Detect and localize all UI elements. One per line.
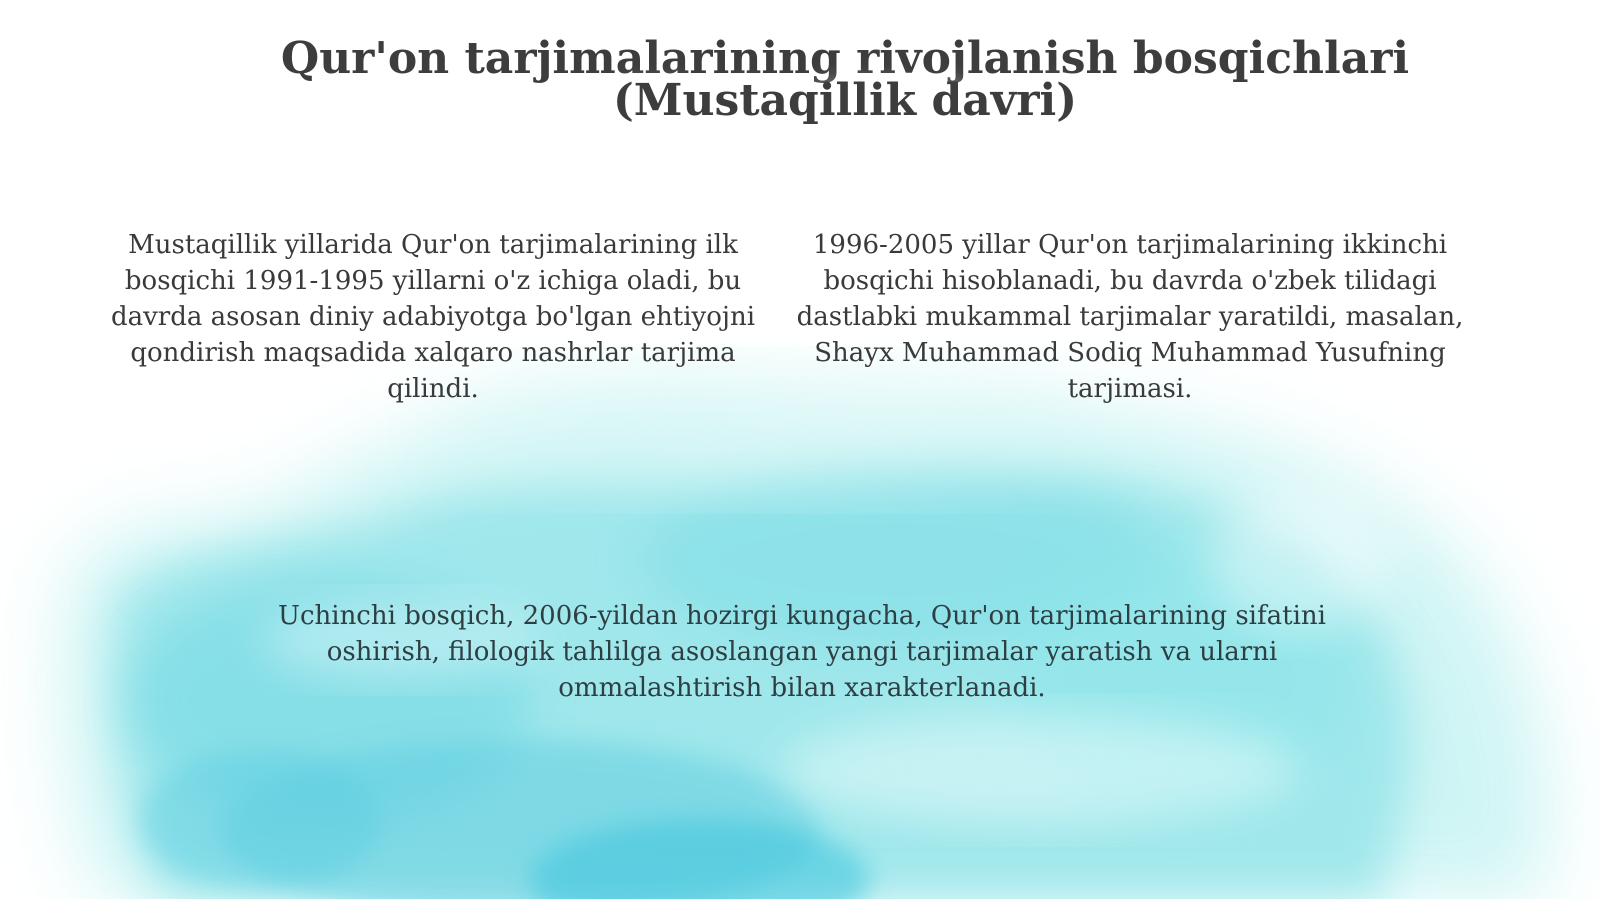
paragraph-first-stage: Mustaqillik yillarida Qur'on tarjimalarining ilk bosqichi 1991-1995 yillarni o'z ichiga oladi, bu davrda asosan diniy adabiyotga bo'lgan ehtiyojni qondirish maqsadida xalqaro nashrlar tarjima qilindi.: [110, 230, 756, 404]
paragraph-third-stage: Uchinchi bosqich, 2006-yildan hozirgi kungacha, Qur'on tarjimalarining sifatini oshirish, filologik tahlilga asoslangan yangi tarjimalar yaratish va ularni ommalashtirish bilan xarakterlanadi.: [278, 601, 1326, 703]
slide-title: Qur'on tarjimalarining rivojlanish bosqichlari (Mustaqillik davri): [280, 33, 1410, 126]
paragraph-second-stage: 1996-2005 yillar Qur'on tarjimalarining ikkinchi bosqichi hisoblanadi, bu davrda o'zbek tilidagi dastlabki mukammal tarjimalar yaratildi, masalan, Shayx Muhammad Sodiq Muhammad Yusufning tarjimasi.: [796, 230, 1464, 404]
